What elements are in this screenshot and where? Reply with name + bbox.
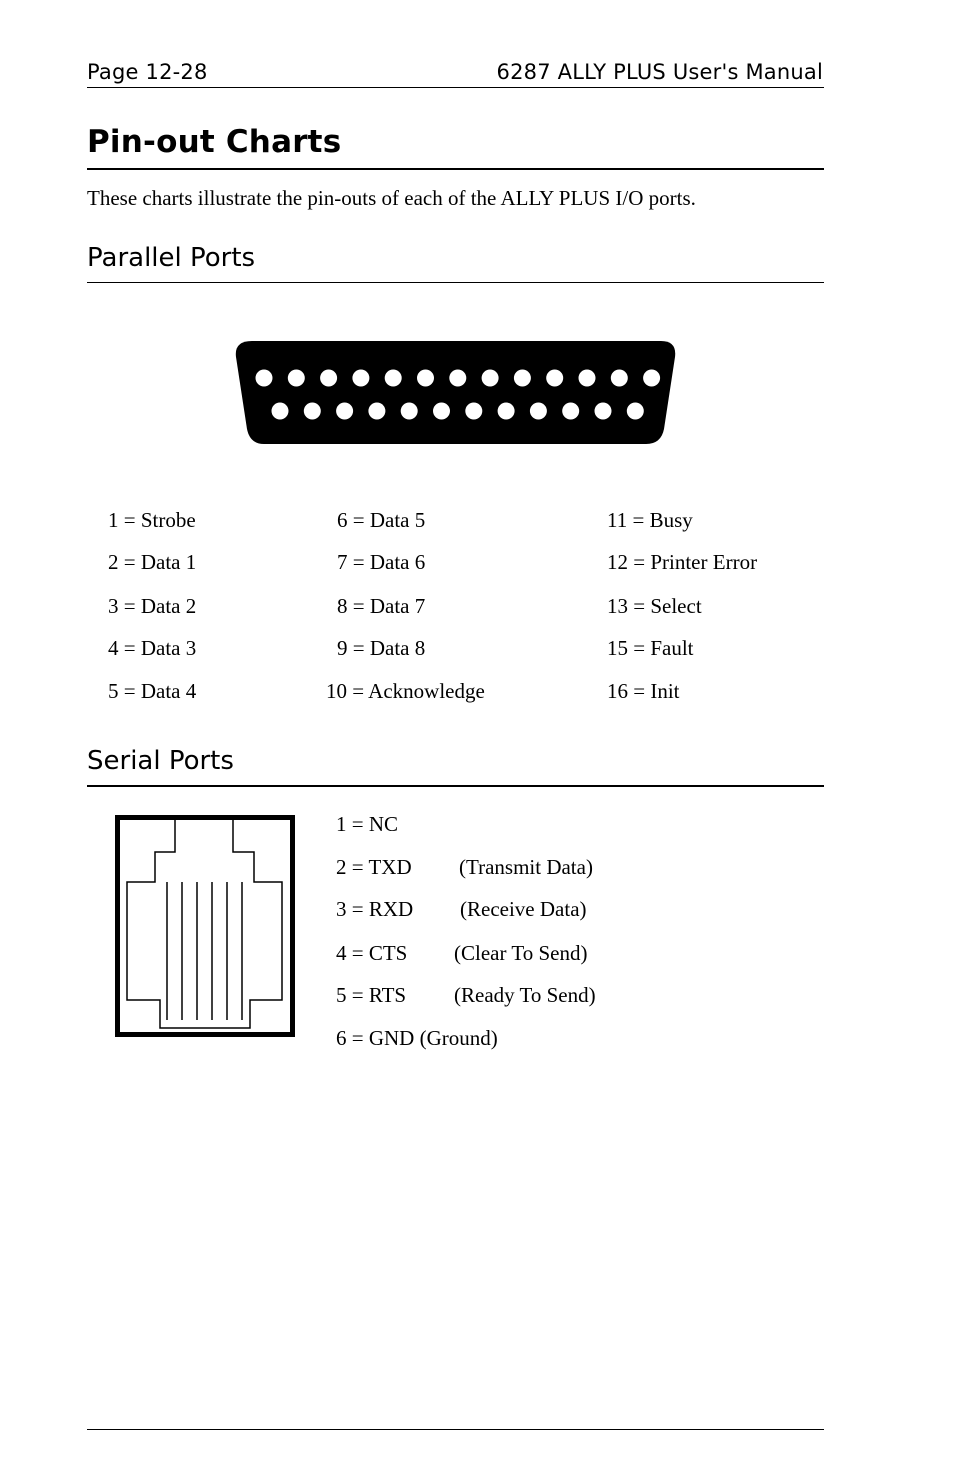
parallel-pin-11: 11 = Busy: [607, 508, 693, 532]
parallel-ports-heading: Parallel Ports: [87, 243, 256, 273]
pin-hole: [627, 403, 644, 420]
parallel-pin-8: 8 = Data 7: [337, 594, 426, 618]
parallel-pin-3: 3 = Data 2: [108, 594, 197, 618]
pin-hole: [595, 403, 612, 420]
pin-hole: [272, 403, 289, 420]
pin-hole: [401, 403, 418, 420]
parallel-pin-10: 10 = Acknowledge: [326, 679, 485, 703]
serial-ports-heading: Serial Ports: [87, 746, 234, 776]
pin-hole: [304, 403, 321, 420]
parallel-pin-15: 15 = Fault: [607, 636, 694, 660]
pin-hole: [498, 403, 515, 420]
parallel-pin-4: 4 = Data 3: [108, 636, 197, 660]
parallel-pin-5: 5 = Data 4: [108, 679, 197, 703]
pin-hole: [385, 370, 402, 387]
pin-hole: [320, 370, 337, 387]
pin-hole: [530, 403, 547, 420]
rj12-connector-image: [115, 815, 295, 1037]
pin-hole: [514, 370, 531, 387]
intro-text: These charts illustrate the pin-outs of each of the ALLY PLUS I/O ports.: [87, 186, 696, 210]
pin-hole: [417, 370, 434, 387]
parallel-pin-7: 7 = Data 6: [337, 550, 426, 574]
pin-hole: [336, 403, 353, 420]
pin-hole: [256, 370, 273, 387]
title-rule: [87, 168, 824, 170]
pin-hole: [482, 370, 499, 387]
pin-hole: [562, 403, 579, 420]
serial-pin-5-desc: (Ready To Send): [454, 983, 596, 1007]
pin-hole: [579, 370, 596, 387]
serial-pin-2: 2 = TXD: [336, 855, 412, 879]
parallel-rule: [87, 282, 824, 283]
parallel-pin-2: 2 = Data 1: [108, 550, 197, 574]
serial-pin-4-desc: (Clear To Send): [454, 941, 588, 965]
parallel-pin-12: 12 = Printer Error: [607, 550, 758, 574]
manual-title: 6287 ALLY PLUS User's Manual: [496, 60, 823, 84]
header-rule: [87, 87, 824, 88]
pin-hole: [449, 370, 466, 387]
serial-pin-5: 5 = RTS: [336, 983, 407, 1007]
serial-pin-6: 6 = GND (Ground): [336, 1026, 498, 1050]
pin-hole: [546, 370, 563, 387]
pin-hole: [611, 370, 628, 387]
footer-rule: [87, 1429, 824, 1430]
pin-hole: [288, 370, 305, 387]
serial-pin-2-desc: (Transmit Data): [459, 855, 593, 879]
parallel-pin-13: 13 = Select: [607, 594, 702, 618]
serial-pin-4: 4 = CTS: [336, 941, 408, 965]
serial-pin-1: 1 = NC: [336, 812, 399, 836]
serial-pin-3-desc: (Receive Data): [460, 897, 587, 921]
page-number: Page 12-28: [87, 60, 208, 84]
parallel-pin-9: 9 = Data 8: [337, 636, 426, 660]
pin-hole: [368, 403, 385, 420]
db25-connector-image: [234, 339, 679, 447]
pin-hole: [465, 403, 482, 420]
page-title: Pin-out Charts: [87, 124, 342, 160]
pin-hole: [352, 370, 369, 387]
pin-hole: [433, 403, 450, 420]
serial-pin-3: 3 = RXD: [336, 897, 414, 921]
serial-rule: [87, 785, 824, 787]
pin-hole: [643, 370, 660, 387]
parallel-pin-16: 16 = Init: [607, 679, 680, 703]
parallel-pin-6: 6 = Data 5: [337, 508, 426, 532]
parallel-pin-1: 1 = Strobe: [108, 508, 196, 532]
